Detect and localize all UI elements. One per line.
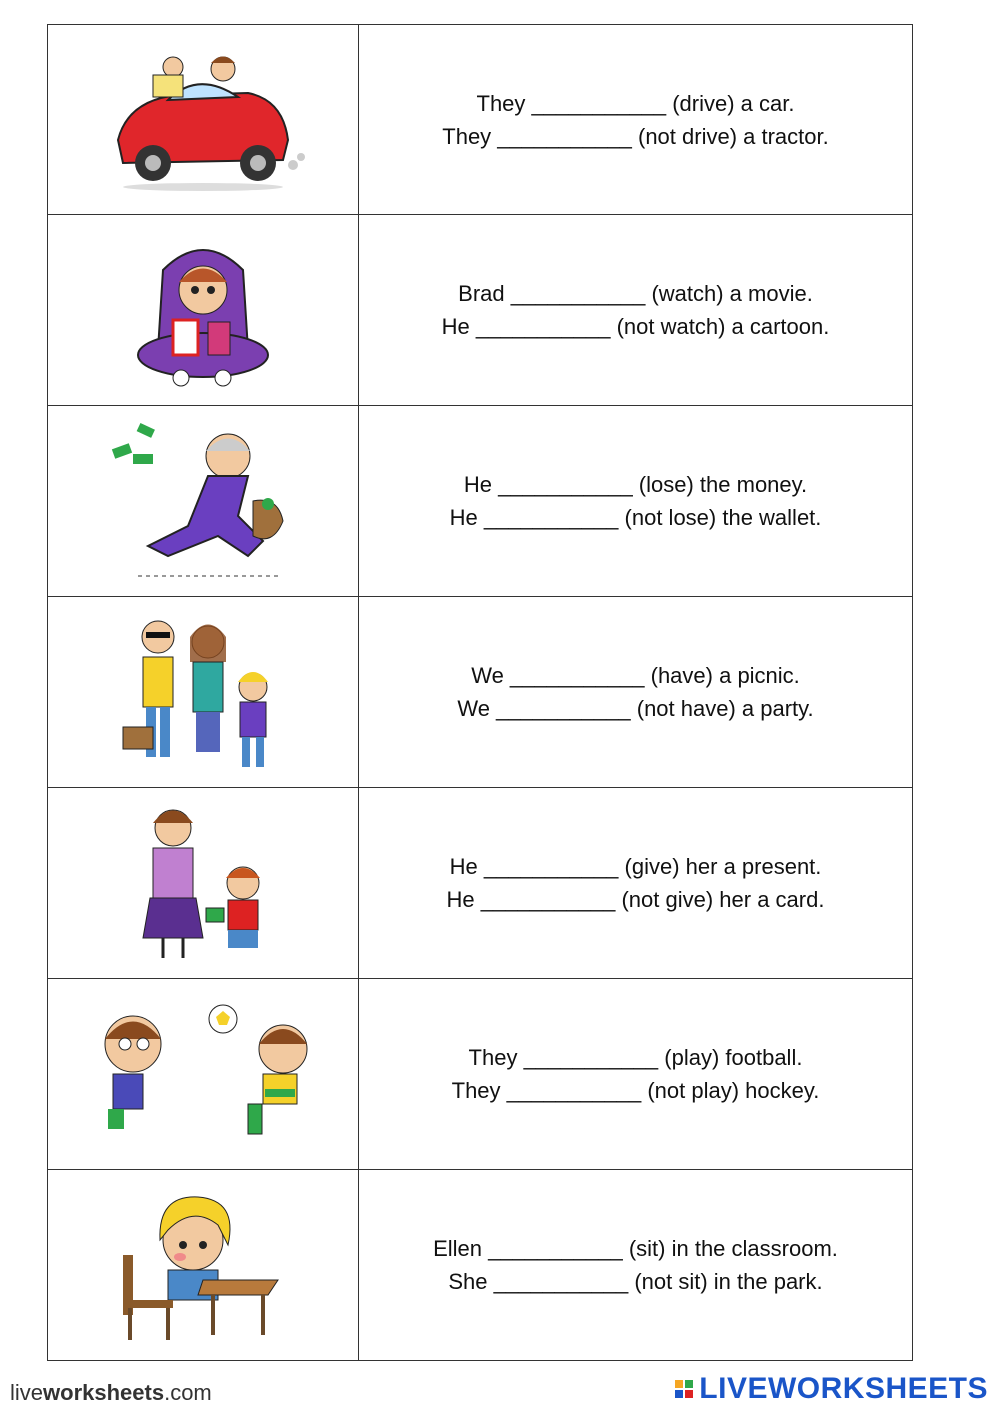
sentence-affirmative: He ___________ (give) her a present.: [449, 854, 822, 879]
sentence-negative: They ___________ (not play) hockey.: [451, 1078, 820, 1103]
man-losing-money-icon: [48, 406, 359, 596]
sentence-affirmative: Brad ___________ (watch) a movie.: [458, 281, 813, 306]
sentence-negative: She ___________ (not sit) in the park.: [448, 1269, 823, 1294]
site-url-bold: worksheets: [43, 1380, 165, 1405]
sentence-negative: They ___________ (not drive) a tractor.: [442, 123, 829, 149]
sentence-block: [359, 1170, 912, 1360]
site-url[interactable]: [10, 1380, 212, 1406]
sentence-block: [359, 979, 912, 1169]
sentence-negative: He ___________ (not give) her a card.: [446, 887, 825, 912]
exercise-row: [47, 979, 913, 1170]
sentence-affirmative: They ___________ (play) football.: [468, 1045, 803, 1070]
sentence-block: [359, 25, 912, 214]
sentence-affirmative: They ___________ (drive) a car.: [476, 90, 795, 116]
site-url-light: live: [10, 1380, 44, 1405]
car-family-icon: [48, 25, 359, 214]
brand-name: LIVEWORKSHEETS: [699, 1372, 988, 1405]
sentence-affirmative: He ___________ (lose) the money.: [463, 472, 808, 497]
exercise-row: [47, 1170, 913, 1361]
exercise-table: [47, 24, 913, 1361]
brand-logo[interactable]: [675, 1372, 988, 1406]
site-url-tld: .com: [164, 1380, 212, 1405]
family-picnic-icon: [48, 597, 359, 787]
sentence-negative: We ___________ (not have) a party.: [457, 696, 814, 721]
sentence-block: [359, 788, 912, 978]
exercise-row: [47, 597, 913, 788]
sentence-block: [359, 215, 912, 405]
sentence-block: [359, 597, 912, 787]
exercise-row: [47, 24, 913, 215]
boy-movie-popcorn-icon: [48, 215, 359, 405]
sentence-negative: He ___________ (not watch) a cartoon.: [441, 314, 830, 339]
logo-cubes-icon: [675, 1380, 693, 1398]
exercise-row: [47, 788, 913, 979]
girl-at-desk-icon: [48, 1170, 359, 1360]
sentence-affirmative: We ___________ (have) a picnic.: [471, 663, 800, 688]
exercise-row: [47, 406, 913, 597]
sentence-block: [359, 406, 912, 596]
sentence-negative: He ___________ (not lose) the wallet.: [449, 505, 822, 530]
boy-gives-present-icon: [48, 788, 359, 978]
boys-football-icon: [48, 979, 359, 1169]
sentence-affirmative: Ellen ___________ (sit) in the classroom.: [433, 1236, 838, 1261]
exercise-row: [47, 215, 913, 406]
